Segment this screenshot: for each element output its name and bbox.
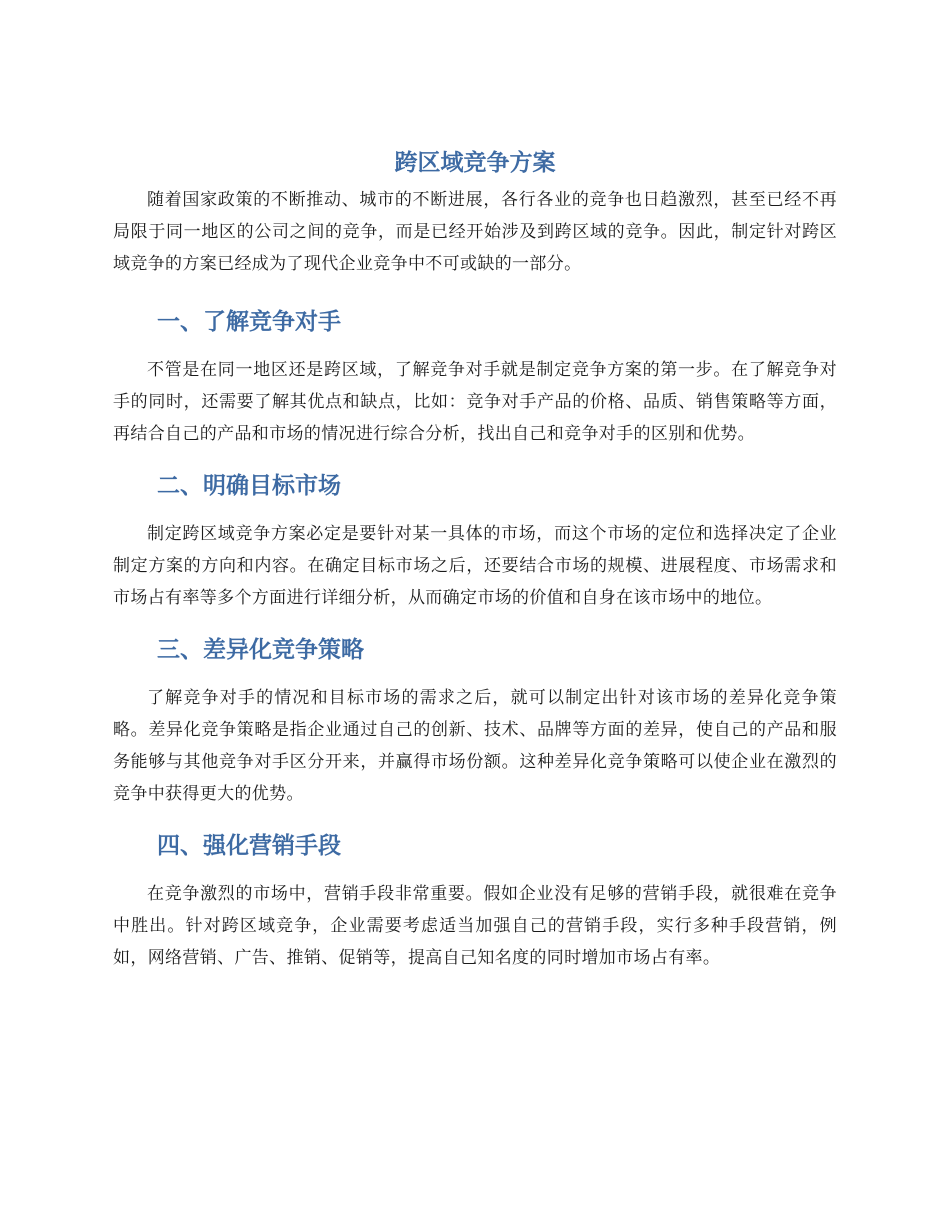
document-page — [113, 146, 837, 974]
intro-paragraph: 随着国家政策的不断推动、城市的不断进展，各行各业的竞争也日趋激烈，甚至已经不再局限于同一地区的公司之间的竞争，而是已经开始涉及到跨区域的竞争。因此，制定针对跨区域竞争的方案已经成为了现代企业竞争中不可或缺的一部分。 — [113, 190, 837, 274]
section-body-3: 了解竞争对手的情况和目标市场的需求之后，就可以制定出针对该市场的差异化竞争策略。差异化竞争策略是指企业通过自己的创新、技术、品牌等方面的差异，使自己的产品和服务能够与其他竞争对手区分开来，并赢得市场份额。这种差异化竞争策略可以使企业在激烈的竞争中获得更大的优势。 — [113, 688, 837, 804]
section-heading-4: 四、强化营销手段 — [157, 833, 341, 859]
document-title: 跨区域竞争方案 — [394, 150, 556, 176]
section-body-2: 制定跨区域竞争方案必定是要针对某一具体的市场，而这个市场的定位和选择决定了企业制定方案的方向和内容。在确定目标市场之后，还要结合市场的规模、进展程度、市场需求和市场占有率等多个方面进行详细分析，从而确定市场的价值和自身在该市场中的地位。 — [113, 524, 837, 608]
section-heading-3: 三、差异化竞争策略 — [157, 637, 364, 663]
section-heading-2: 二、明确目标市场 — [157, 473, 341, 499]
section-body-1: 不管是在同一地区还是跨区域，了解竞争对手就是制定竞争方案的第一步。在了解竞争对手的同时，还需要了解其优点和缺点，比如：竞争对手产品的价格、品质、销售策略等方面，再结合自己的产品和市场的情况进行综合分析，找出自己和竞争对手的区别和优势。 — [113, 360, 837, 444]
section-heading-1: 一、了解竞争对手 — [157, 309, 341, 335]
section-body-4: 在竞争激烈的市场中，营销手段非常重要。假如企业没有足够的营销手段，就很难在竞争中胜出。针对跨区域竞争，企业需要考虑适当加强自己的营销手段，实行多种手段营销，例如，网络营销、广告、推销、促销等，提高自己知名度的同时增加市场占有率。 — [113, 884, 837, 968]
